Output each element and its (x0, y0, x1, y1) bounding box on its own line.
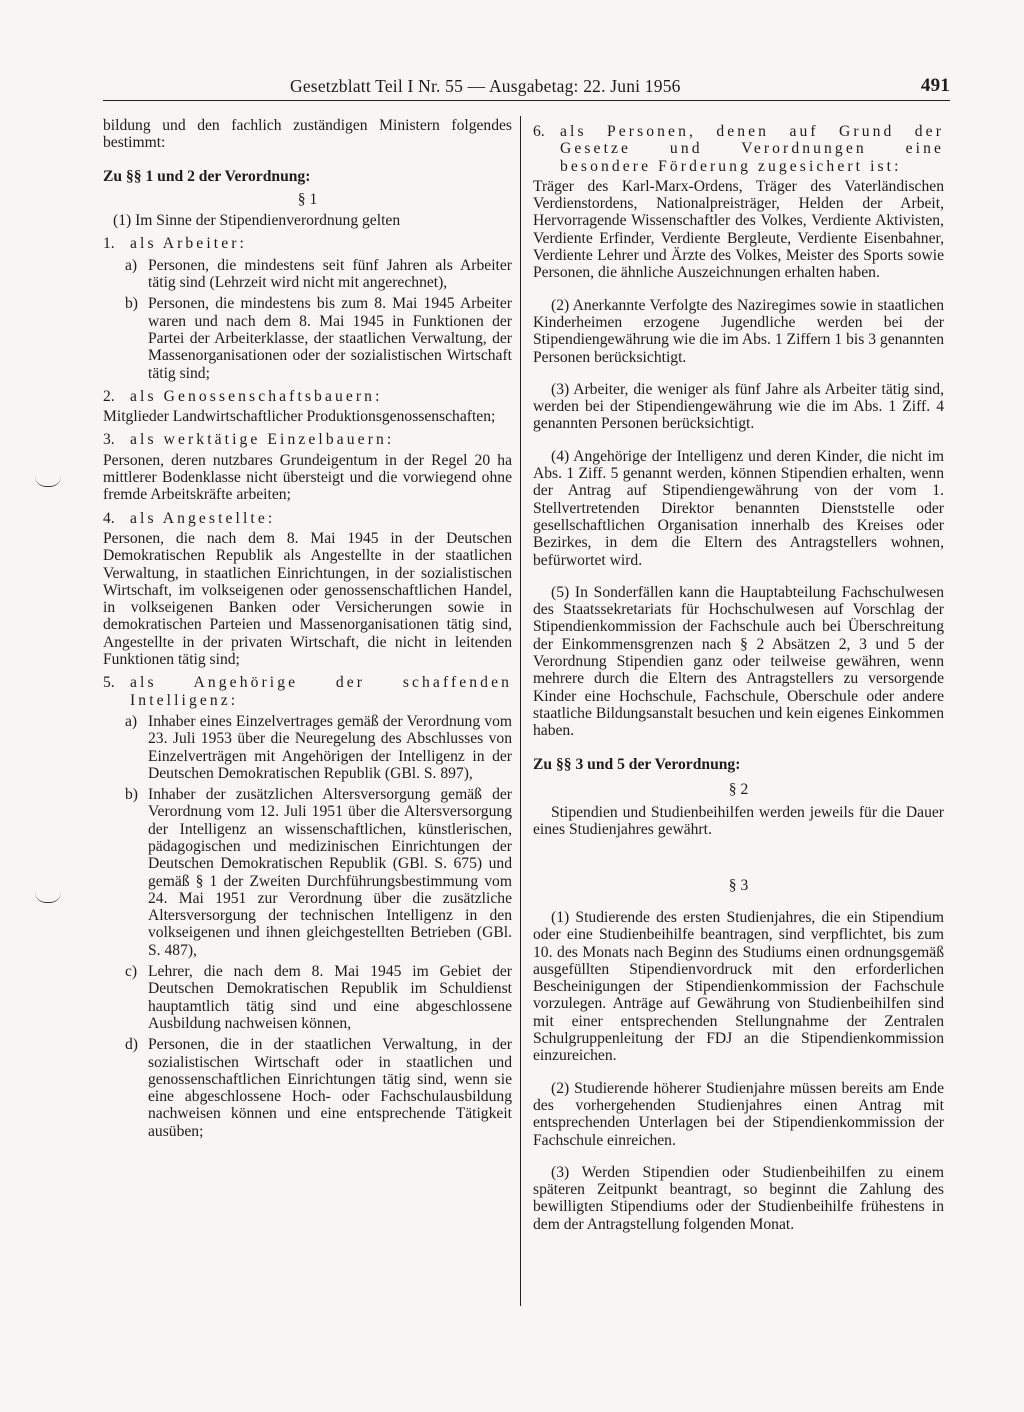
column-divider (520, 116, 521, 1306)
sub-item: b) Personen, die mindestens bis zum 8. Mai 1945 Arbeiter waren und nach dem 8. Mai 1945 in Funktionen der Partei der Arbeiterklasse, der staatlichen Verwaltung, der Massenorganisationen oder der sozialistischen Wirtschaft tätig sind; (125, 295, 512, 382)
paragraph: (4) Angehörige der Intelligenz und deren Kinder, die nicht im Abs. 1 Ziff. 5 genannt werden, können Stipendien erhalten, wenn der Antrag auf Stipendiengewährung von der vom 1. Stellvertretenden Direktor benannten Dienststelle oder gesellschaftlichen Organisation innerhalb des Kreises oder Bezirkes, in dem die Eltern des Antragstellers wohnen, befürwortet wird. (533, 447, 944, 569)
list-item-heading: 6. als Personen, denen auf Grund der Gesetze und Verordnungen eine besondere Förderung zugesichert ist: (533, 123, 944, 175)
list-item-text: Personen, deren nutzbares Grundeigentum in der Regel 20 ha mittlerer Bodenklasse nicht übersteigt und die vorwiegend ohne fremde Arbeitskräfte arbeiten; (103, 451, 512, 504)
sub-item: a) Personen, die mindestens seit fünf Jahren als Arbeiter tätig sind (Lehrzeit wird nicht mit angerechnet), (125, 256, 512, 292)
page-header (290, 76, 950, 97)
page-number: 491 (920, 75, 950, 96)
paragraph: (3) Werden Stipendien oder Studienbeihilfen zu einem späteren Zeitpunkt beantragt, so beginnt die Zahlung des bewilligten Stipendiums oder der Studienbeihilfe frühestens in dem der Antragstellung folgenden Monat. (533, 1163, 944, 1233)
paragraph: (5) In Sonderfällen kann die Hauptabteilung Fachschulwesen des Staatssekretariats für Hochschulwesen auf Vorschlag der Stipendienkommission der Fachschule auch bei Überschreitung der Einkommensgrenzen nach § 2 Absätzen 2, 3 und 5 der Verordnung Stipendien ganz oder teilweise gewähren, wenn mehrere durch die Eltern des Antragstellers zu versorgende Kinder eine Hochschule, Fachschule, Oberschule oder andere staatliche Bildungsanstalt besuchen und kein eigenes Einkommen haben. (533, 583, 944, 740)
paragraph-sign: § 1 (297, 190, 318, 208)
margin-mark (35, 892, 61, 903)
sub-item: a) Inhaber eines Einzelvertrages gemäß der Verordnung vom 23. Juli 1953 über die Neuregelung des Abschlusses von Einzelverträgen mit Angehörigen der Intelligenz in der Deutschen Demokratischen Republik (GBl. S. 897), (125, 712, 512, 782)
paragraph: (2) Anerkannte Verfolgte des Naziregimes sowie in staatlichen Kinderheimen erzogene Jugendliche werden bei der Stipendiengewährung wie die im Abs. 1 Ziffern 1 bis 3 genannten Personen berücksichtigt. (533, 296, 944, 366)
list-item-heading: 2. als Genossenschaftsbauern: (103, 387, 383, 405)
header-title: Gesetzblatt Teil I Nr. 55 — Ausgabetag: 22. Juni 1956 (290, 76, 681, 96)
paragraph: (1) Studierende des ersten Studienjahres, die ein Stipendium oder eine Studienbeihilfe beantragen, sind verpflichtet, bis zum 10. des Monats nach Beginn des Studiums einen ordnungsgemäß ausgefüllten Stipendienvordruck mit den erforderlichen Bescheinigungen der Stipendienkommission der Fachschule vorzulegen. Anträge auf Gewährung von Studienbeihilfen sind mit einer entsprechenden Stellungnahme der Zentralen Schulgruppenleitung der FDJ an die Stipendienkommission einzureichen. (533, 908, 944, 1065)
sub-item: d) Personen, die in der staatlichen Verwaltung, in der sozialistischen Wirtschaft oder in staatlichen und genossenschaftlichen Einrichtungen tätig sind, wenn sie eine abgeschlossene Hoch- oder Fachschulausbildung nachweisen können und eine entsprechende Tätigkeit ausüben; (125, 1036, 512, 1140)
list-item-text: Mitglieder Landwirtschaftlicher Produktionsgenossenschaften; (103, 408, 496, 426)
section-heading: Zu §§ 1 und 2 der Verordnung: (103, 167, 311, 185)
list-item-text: Personen, die nach dem 8. Mai 1945 in der Deutschen Demokratischen Republik als Angestellte in der staatlichen Verwaltung, in staatlichen Einrichtungen, in der sozialistischen Wirtschaft, im volkseigenen oder genossenschaftlichen Handel, in volkseigenen Banken oder Versicherungen sowie in demokratischen Parteien und Massenorganisationen tätig sind, Angestellte in der privaten Wirtschaft, die nicht in leitenden Funktionen tätig sind; (103, 529, 512, 669)
list-item-heading: 5. als Angehörige der schaffenden Intelligenz: (103, 674, 512, 709)
list-item-heading: 3. als werktätige Einzelbauern: (103, 431, 395, 449)
paragraph: (2) Studierende höherer Studienjahre müssen bereits am Ende des vorhergehenden Studienjahres einen Antrag mit entsprechenden Unterlagen bei der Stipendienkommission der Fachschule einreichen. (533, 1079, 944, 1149)
intro-text: bildung und den fachlich zuständigen Ministern folgendes bestimmt: (103, 117, 512, 152)
paragraph-sign: § 2 (728, 780, 749, 798)
list-item-heading: 1. als Arbeiter: (103, 235, 247, 253)
sub-item: b) Inhaber der zusätzlichen Altersversorgung gemäß der Verordnung vom 12. Juli 1951 über die Altersversorgung der Intelligenz an wissenschaftlichen, künstlerischen, pädagogischen und medizinischen Einrichtungen der Deutschen Demokratischen Republik (GBl. S. 675) und gemäß § 1 der Zweiten Durchführungsbestimmung vom 24. Mai 1951 zur Verordnung über die zusätzliche Altersversorgung der technischen Intelligenz in den volkseigenen und ihnen gleichgestellten Betrieben (GBl. S. 487), (125, 786, 512, 959)
list-item-heading: 4. als Angestellte: (103, 509, 276, 527)
left-column (103, 117, 512, 1140)
paragraph-lead: (1) Im Sinne der Stipendienverordnung gelten (113, 212, 401, 230)
sub-item: c) Lehrer, die nach dem 8. Mai 1945 im Gebiet der Deutschen Demokratischen Republik im Schuldienst hauptamtlich tätig sind und eine abgeschlossene Ausbildung nachweisen können, (125, 963, 512, 1032)
list-item-text: Träger des Karl-Marx-Ordens, Träger des Vaterländischen Verdienstordens, Nationalpreisträger, Helden der Arbeit, Hervorragende Wissenschaftler des Volkes, Verdiente Aktivisten, Verdiente Erfinder, Verdiente Bergleute, Verdiente Eisenbahner, Verdiente Lehrer und Ärzte des Volkes, Meister des Sports sowie Personen, die ähnliche Auszeichnungen erhalten haben. (533, 177, 944, 282)
paragraph: Stipendien und Studienbeihilfen werden jeweils für die Dauer eines Studienjahres gewährt. (533, 804, 944, 839)
header-rule (103, 100, 950, 101)
section-heading: Zu §§ 3 und 5 der Verordnung: (533, 755, 741, 773)
paragraph: (3) Arbeiter, die weniger als fünf Jahre als Arbeiter tätig sind, werden bei der Stipendiengewährung wie die im Abs. 1 Ziff. 4 genannten Personen berücksichtigt. (533, 380, 944, 433)
margin-mark (35, 476, 61, 487)
paragraph-sign: § 3 (728, 876, 749, 894)
right-column (533, 117, 944, 1233)
